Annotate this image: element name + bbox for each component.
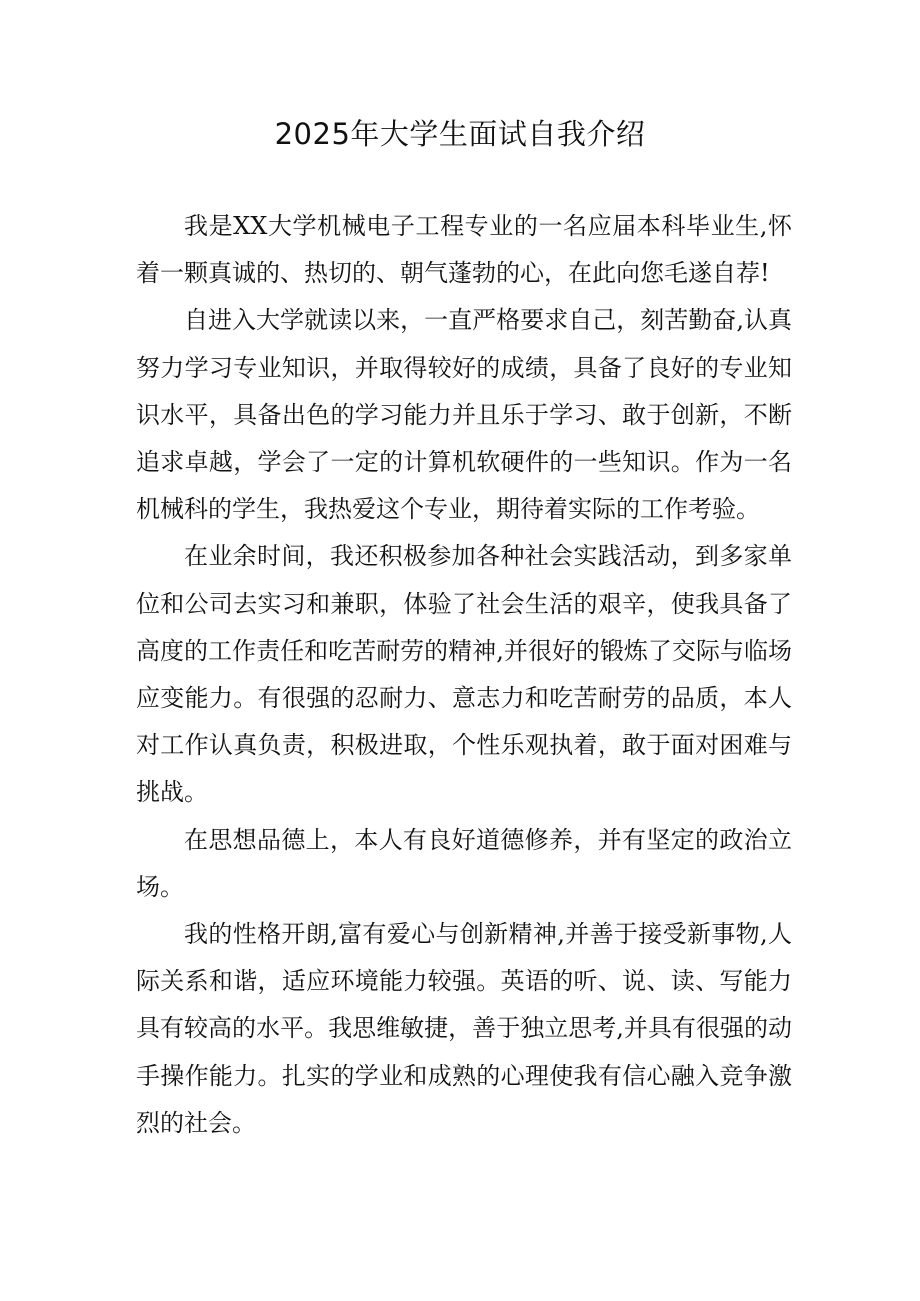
paragraph-intro: 我是XX大学机械电子工程专业的一名应届本科毕业生,怀着一颗真诚的、热切的、朝气蓬勃的心，在此向您毛遂自荐! [136, 212, 792, 288]
paragraph-personality: 我的性格开朗,富有爱心与创新精神,并善于接受新事物,人际关系和谐，适应环境能力较强。英语的听、说、读、写能力具有较高的水平。我思维敏捷，善于独立思考,并具有很强的动手操作能力。扎实的学业和成熟的心理使我有信心融入竞争激烈的社会。 [136, 920, 792, 1137]
paragraph-study: 自进入大学就读以来，一直严格要求自己，刻苦勤奋,认真努力学习专业知识，并取得较好的成绩，具备了良好的专业知识水平，具备出色的学习能力并且乐于学习、敢于创新，不断追求卓越，学会了一定的计算机软硬件的一些知识。作为一名机械科的学生，我热爱这个专业，期待着实际的工作考验。 [136, 306, 792, 524]
document-body [136, 203, 792, 1147]
document-title: 2025年大学生面试自我介绍 [274, 117, 646, 151]
paragraph-practice: 在业余时间，我还积极参加各种社会实践活动，到多家单位和公司去实习和兼职，体验了社会生活的艰辛，使我具备了高度的工作责任和吃苦耐劳的精神,并很好的锻炼了交际与临场应变能力。有很强的忍耐力、意志力和吃苦耐劳的品质，本人对工作认真负责，积极进取，个性乐观执着，敢于面对困难与挑战。 [136, 542, 792, 807]
paragraph-morality: 在思想品德上，本人有良好道德修养，并有坚定的政治立场。 [136, 825, 792, 901]
